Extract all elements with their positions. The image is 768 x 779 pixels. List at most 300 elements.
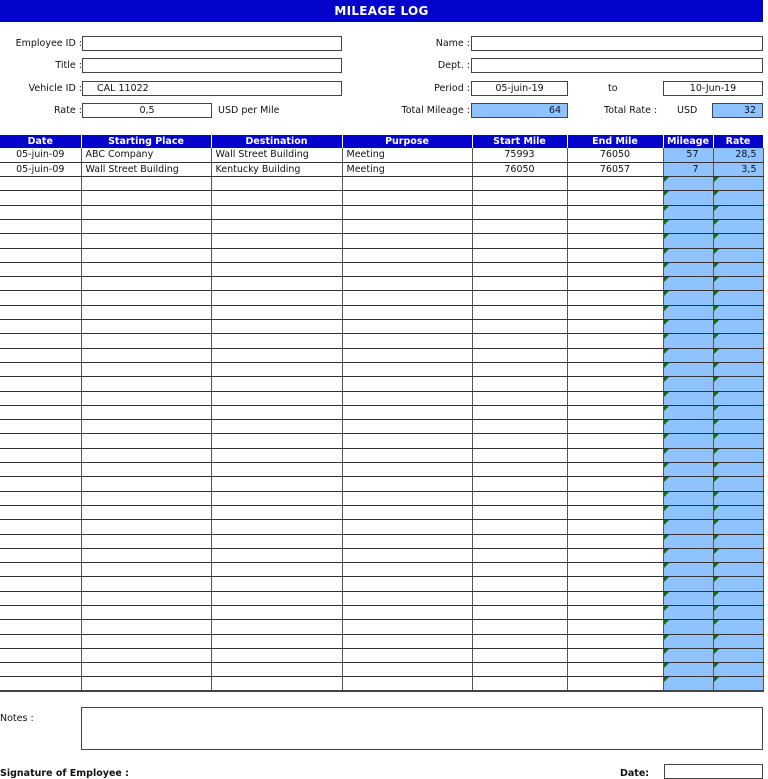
cell-date[interactable] (0, 305, 81, 319)
cell-date[interactable] (0, 377, 81, 391)
cell-date[interactable] (0, 291, 81, 305)
cell-purpose[interactable] (342, 648, 472, 662)
cell-starting-place[interactable] (81, 277, 211, 291)
cell-rate (713, 534, 763, 548)
cell-date[interactable] (0, 219, 81, 233)
cell-mileage (663, 248, 713, 262)
cell-starting-place[interactable] (81, 291, 211, 305)
cell-starting-place[interactable] (81, 262, 211, 276)
cell-start-mile[interactable] (472, 477, 567, 491)
cell-destination[interactable] (211, 563, 342, 577)
table-header-row (0, 135, 763, 148)
cell-purpose[interactable] (342, 334, 472, 348)
cell-destination[interactable] (211, 377, 342, 391)
cell-start-mile[interactable] (472, 405, 567, 419)
cell-date[interactable] (0, 248, 81, 262)
cell-date[interactable] (0, 191, 81, 205)
cell-date[interactable] (0, 563, 81, 577)
cell-purpose[interactable] (342, 377, 472, 391)
cell-end-mile[interactable] (567, 520, 663, 534)
cell-destination[interactable] (211, 534, 342, 548)
cell-start-mile[interactable] (472, 334, 567, 348)
cell-end-mile[interactable] (567, 505, 663, 519)
cell-start-mile[interactable] (472, 305, 567, 319)
cell-purpose[interactable] (342, 348, 472, 362)
cell-starting-place[interactable] (81, 591, 211, 605)
cell-date[interactable] (0, 448, 81, 462)
cell-destination[interactable] (211, 320, 342, 334)
table-row (0, 377, 763, 391)
cell-destination[interactable] (211, 205, 342, 219)
cell-destination[interactable] (211, 262, 342, 276)
cell-mileage (663, 520, 713, 534)
cell-date[interactable] (0, 405, 81, 419)
cell-purpose[interactable] (342, 420, 472, 434)
cell-destination[interactable] (211, 634, 342, 648)
cell-mileage (663, 677, 713, 691)
cell-starting-place[interactable] (81, 448, 211, 462)
cell-date[interactable] (0, 663, 81, 677)
cell-date[interactable] (0, 591, 81, 605)
cell-end-mile[interactable] (567, 534, 663, 548)
cell-starting-place[interactable] (81, 420, 211, 434)
cell-start-mile[interactable] (472, 563, 567, 577)
cell-starting-place[interactable] (81, 377, 211, 391)
cell-end-mile[interactable] (567, 477, 663, 491)
cell-start-mile[interactable] (472, 234, 567, 248)
cell-destination[interactable] (211, 591, 342, 605)
table-row (0, 219, 763, 233)
cell-purpose[interactable] (342, 277, 472, 291)
cell-starting-place[interactable] (81, 548, 211, 562)
cell-start-mile[interactable] (472, 520, 567, 534)
cell-start-mile[interactable] (472, 277, 567, 291)
cell-destination[interactable] (211, 477, 342, 491)
cell-destination[interactable] (211, 219, 342, 233)
table-row (0, 248, 763, 262)
cell-purpose[interactable] (342, 291, 472, 305)
cell-start-mile[interactable] (472, 548, 567, 562)
vehicle-id-field[interactable]: CAL 11022 (82, 81, 342, 96)
cell-start-mile[interactable] (472, 248, 567, 262)
cell-rate (713, 591, 763, 605)
cell-purpose[interactable] (342, 320, 472, 334)
cell-mileage (663, 234, 713, 248)
period-to-label: to (608, 83, 618, 94)
cell-end-mile[interactable]: 76057 (567, 162, 663, 176)
cell-end-mile[interactable] (567, 606, 663, 620)
cell-start-mile[interactable] (472, 534, 567, 548)
cell-end-mile[interactable] (567, 177, 663, 191)
cell-date[interactable]: 05-juin-09 (0, 148, 81, 162)
cell-date[interactable] (0, 205, 81, 219)
cell-start-mile[interactable]: 76050 (472, 162, 567, 176)
cell-date[interactable] (0, 420, 81, 434)
vehicle-id-label: Vehicle ID : (28, 83, 82, 94)
cell-destination[interactable] (211, 663, 342, 677)
table-row (0, 634, 763, 648)
cell-start-mile[interactable]: 75993 (472, 148, 567, 162)
cell-destination[interactable] (211, 248, 342, 262)
cell-starting-place[interactable] (81, 320, 211, 334)
cell-purpose[interactable]: Meeting (342, 162, 472, 176)
title-field[interactable] (82, 58, 342, 73)
cell-destination[interactable]: Kentucky Building (211, 162, 342, 176)
cell-start-mile[interactable] (472, 577, 567, 591)
table-row (0, 277, 763, 291)
cell-end-mile[interactable] (567, 191, 663, 205)
period-to-field[interactable]: 10-Jun-19 (663, 81, 763, 96)
cell-start-mile[interactable] (472, 505, 567, 519)
cell-starting-place[interactable] (81, 234, 211, 248)
cell-end-mile[interactable] (567, 663, 663, 677)
cell-starting-place[interactable] (81, 463, 211, 477)
signature-date-field[interactable] (664, 764, 763, 779)
name-label: Name : (435, 38, 470, 49)
cell-date[interactable] (0, 620, 81, 634)
cell-date[interactable] (0, 634, 81, 648)
cell-mileage (663, 577, 713, 591)
cell-rate (713, 291, 763, 305)
cell-start-mile[interactable] (472, 677, 567, 691)
cell-starting-place[interactable] (81, 677, 211, 691)
cell-date[interactable] (0, 491, 81, 505)
cell-starting-place[interactable] (81, 477, 211, 491)
cell-date[interactable] (0, 606, 81, 620)
cell-start-mile[interactable] (472, 434, 567, 448)
cell-date[interactable] (0, 262, 81, 276)
cell-end-mile[interactable] (567, 377, 663, 391)
cell-rate (713, 620, 763, 634)
rate-label: Rate : (53, 105, 82, 116)
cell-destination[interactable] (211, 434, 342, 448)
cell-date[interactable] (0, 320, 81, 334)
cell-starting-place[interactable] (81, 191, 211, 205)
cell-end-mile[interactable]: 76050 (567, 148, 663, 162)
cell-purpose[interactable] (342, 663, 472, 677)
cell-purpose[interactable] (342, 405, 472, 419)
cell-purpose[interactable] (342, 477, 472, 491)
cell-date[interactable] (0, 520, 81, 534)
employee-id-field[interactable] (82, 36, 342, 51)
cell-end-mile[interactable] (567, 334, 663, 348)
cell-starting-place[interactable] (81, 648, 211, 662)
cell-destination[interactable] (211, 291, 342, 305)
total-rate-currency: USD (677, 105, 698, 116)
notes-field[interactable] (81, 707, 763, 750)
cell-mileage (663, 477, 713, 491)
cell-purpose[interactable] (342, 305, 472, 319)
mileage-table (0, 135, 764, 692)
cell-date[interactable] (0, 391, 81, 405)
cell-date[interactable] (0, 348, 81, 362)
cell-purpose[interactable] (342, 677, 472, 691)
cell-start-mile[interactable] (472, 291, 567, 305)
cell-destination[interactable] (211, 177, 342, 191)
cell-starting-place[interactable] (81, 248, 211, 262)
cell-destination[interactable] (211, 334, 342, 348)
cell-mileage (663, 219, 713, 233)
cell-end-mile[interactable] (567, 219, 663, 233)
cell-rate (713, 391, 763, 405)
cell-starting-place[interactable] (81, 577, 211, 591)
cell-purpose[interactable] (342, 448, 472, 462)
cell-rate (713, 177, 763, 191)
cell-purpose[interactable] (342, 248, 472, 262)
cell-purpose[interactable] (342, 391, 472, 405)
cell-destination[interactable] (211, 520, 342, 534)
cell-destination[interactable]: Wall Street Building (211, 148, 342, 162)
cell-destination[interactable] (211, 391, 342, 405)
cell-start-mile[interactable] (472, 205, 567, 219)
cell-starting-place[interactable]: Wall Street Building (81, 162, 211, 176)
cell-start-mile[interactable] (472, 491, 567, 505)
cell-rate (713, 334, 763, 348)
cell-end-mile[interactable] (567, 463, 663, 477)
cell-purpose[interactable] (342, 606, 472, 620)
cell-purpose[interactable] (342, 177, 472, 191)
cell-destination[interactable] (211, 577, 342, 591)
cell-mileage: 7 (663, 162, 713, 176)
table-row (0, 234, 763, 248)
cell-destination[interactable] (211, 505, 342, 519)
cell-end-mile[interactable] (567, 391, 663, 405)
cell-purpose[interactable] (342, 563, 472, 577)
cell-end-mile[interactable] (567, 434, 663, 448)
cell-mileage (663, 405, 713, 419)
cell-rate (713, 219, 763, 233)
cell-purpose[interactable] (342, 634, 472, 648)
cell-destination[interactable] (211, 277, 342, 291)
cell-destination[interactable] (211, 348, 342, 362)
cell-rate (713, 663, 763, 677)
dept-field[interactable] (471, 58, 763, 73)
cell-end-mile[interactable] (567, 591, 663, 605)
cell-end-mile[interactable] (567, 448, 663, 462)
cell-destination[interactable] (211, 191, 342, 205)
cell-purpose[interactable] (342, 548, 472, 562)
cell-start-mile[interactable] (472, 420, 567, 434)
cell-purpose[interactable] (342, 262, 472, 276)
cell-end-mile[interactable] (567, 420, 663, 434)
cell-end-mile[interactable] (567, 405, 663, 419)
cell-end-mile[interactable] (567, 277, 663, 291)
cell-start-mile[interactable] (472, 177, 567, 191)
cell-destination[interactable] (211, 620, 342, 634)
cell-start-mile[interactable] (472, 348, 567, 362)
cell-start-mile[interactable] (472, 219, 567, 233)
total-mileage-label: Total Mileage : (401, 105, 470, 116)
cell-date[interactable] (0, 548, 81, 562)
cell-start-mile[interactable] (472, 262, 567, 276)
cell-purpose[interactable] (342, 234, 472, 248)
cell-starting-place[interactable] (81, 405, 211, 419)
cell-end-mile[interactable] (567, 548, 663, 562)
cell-end-mile[interactable] (567, 648, 663, 662)
cell-rate (713, 405, 763, 419)
cell-destination[interactable] (211, 548, 342, 562)
cell-starting-place[interactable] (81, 606, 211, 620)
cell-purpose[interactable] (342, 205, 472, 219)
cell-end-mile[interactable] (567, 305, 663, 319)
cell-date[interactable] (0, 234, 81, 248)
cell-mileage (663, 205, 713, 219)
cell-start-mile[interactable] (472, 634, 567, 648)
cell-start-mile[interactable] (472, 391, 567, 405)
cell-rate (713, 305, 763, 319)
cell-destination[interactable] (211, 648, 342, 662)
cell-starting-place[interactable] (81, 505, 211, 519)
cell-rate (713, 491, 763, 505)
cell-starting-place[interactable] (81, 634, 211, 648)
cell-purpose[interactable] (342, 505, 472, 519)
cell-rate (713, 377, 763, 391)
cell-end-mile[interactable] (567, 320, 663, 334)
col-header-starting-place: Starting Place (81, 135, 211, 148)
name-field[interactable] (471, 36, 763, 51)
cell-destination[interactable] (211, 677, 342, 691)
cell-end-mile[interactable] (567, 262, 663, 276)
table-row (0, 391, 763, 405)
cell-starting-place[interactable] (81, 663, 211, 677)
cell-end-mile[interactable] (567, 620, 663, 634)
cell-mileage (663, 534, 713, 548)
cell-starting-place[interactable] (81, 219, 211, 233)
cell-purpose[interactable] (342, 219, 472, 233)
cell-date[interactable] (0, 677, 81, 691)
cell-purpose[interactable] (342, 434, 472, 448)
cell-end-mile[interactable] (567, 362, 663, 376)
cell-end-mile[interactable] (567, 634, 663, 648)
cell-date[interactable] (0, 477, 81, 491)
cell-starting-place[interactable]: ABC Company (81, 148, 211, 162)
cell-destination[interactable] (211, 448, 342, 462)
cell-end-mile[interactable] (567, 577, 663, 591)
cell-purpose[interactable] (342, 362, 472, 376)
cell-date[interactable] (0, 648, 81, 662)
cell-start-mile[interactable] (472, 191, 567, 205)
cell-destination[interactable] (211, 305, 342, 319)
cell-purpose[interactable] (342, 534, 472, 548)
table-row (0, 663, 763, 677)
cell-end-mile[interactable] (567, 291, 663, 305)
table-row (0, 434, 763, 448)
cell-end-mile[interactable] (567, 491, 663, 505)
cell-date[interactable]: 05-juin-09 (0, 162, 81, 176)
cell-starting-place[interactable] (81, 491, 211, 505)
cell-rate (713, 648, 763, 662)
cell-end-mile[interactable] (567, 234, 663, 248)
cell-start-mile[interactable] (472, 648, 567, 662)
cell-start-mile[interactable] (472, 362, 567, 376)
cell-date[interactable] (0, 577, 81, 591)
cell-destination[interactable] (211, 405, 342, 419)
cell-destination[interactable] (211, 463, 342, 477)
cell-mileage (663, 262, 713, 276)
cell-start-mile[interactable] (472, 663, 567, 677)
col-header-date: Date (0, 135, 81, 148)
cell-mileage (663, 634, 713, 648)
cell-rate (713, 548, 763, 562)
cell-end-mile[interactable] (567, 248, 663, 262)
cell-start-mile[interactable] (472, 620, 567, 634)
cell-starting-place[interactable] (81, 534, 211, 548)
cell-purpose[interactable] (342, 491, 472, 505)
table-row (0, 177, 763, 191)
cell-starting-place[interactable] (81, 348, 211, 362)
cell-start-mile[interactable] (472, 591, 567, 605)
cell-purpose[interactable] (342, 463, 472, 477)
cell-end-mile[interactable] (567, 205, 663, 219)
table-row (0, 563, 763, 577)
cell-starting-place[interactable] (81, 391, 211, 405)
cell-destination[interactable] (211, 491, 342, 505)
table-row (0, 291, 763, 305)
cell-starting-place[interactable] (81, 563, 211, 577)
cell-date[interactable] (0, 277, 81, 291)
cell-purpose[interactable] (342, 591, 472, 605)
cell-start-mile[interactable] (472, 320, 567, 334)
cell-starting-place[interactable] (81, 305, 211, 319)
cell-start-mile[interactable] (472, 463, 567, 477)
period-label: Period : (434, 83, 470, 94)
table-row (0, 548, 763, 562)
cell-end-mile[interactable] (567, 677, 663, 691)
period-from-field[interactable]: 05-juin-19 (471, 81, 568, 96)
cell-destination[interactable] (211, 606, 342, 620)
cell-starting-place[interactable] (81, 520, 211, 534)
cell-purpose[interactable]: Meeting (342, 148, 472, 162)
cell-rate (713, 477, 763, 491)
cell-end-mile[interactable] (567, 348, 663, 362)
cell-destination[interactable] (211, 420, 342, 434)
cell-rate (713, 320, 763, 334)
cell-purpose[interactable] (342, 620, 472, 634)
table-row (0, 262, 763, 276)
cell-purpose[interactable] (342, 520, 472, 534)
cell-rate (713, 434, 763, 448)
cell-starting-place[interactable] (81, 434, 211, 448)
table-row (0, 520, 763, 534)
cell-date[interactable] (0, 334, 81, 348)
cell-mileage (663, 448, 713, 462)
rate-field[interactable]: 0,5 (82, 103, 212, 118)
cell-starting-place[interactable] (81, 205, 211, 219)
cell-date[interactable] (0, 463, 81, 477)
cell-purpose[interactable] (342, 577, 472, 591)
cell-starting-place[interactable] (81, 620, 211, 634)
col-header-end-mile: End Mile (567, 135, 663, 148)
cell-date[interactable] (0, 362, 81, 376)
cell-purpose[interactable] (342, 191, 472, 205)
rate-unit: USD per Mile (218, 105, 280, 116)
cell-mileage (663, 591, 713, 605)
cell-date[interactable] (0, 434, 81, 448)
cell-end-mile[interactable] (567, 563, 663, 577)
cell-start-mile[interactable] (472, 448, 567, 462)
cell-date[interactable] (0, 534, 81, 548)
cell-destination[interactable] (211, 234, 342, 248)
cell-start-mile[interactable] (472, 606, 567, 620)
cell-starting-place[interactable] (81, 362, 211, 376)
cell-starting-place[interactable] (81, 177, 211, 191)
cell-destination[interactable] (211, 362, 342, 376)
cell-starting-place[interactable] (81, 334, 211, 348)
cell-start-mile[interactable] (472, 377, 567, 391)
cell-date[interactable] (0, 177, 81, 191)
signature-date-label: Date: (620, 768, 650, 779)
cell-date[interactable] (0, 505, 81, 519)
